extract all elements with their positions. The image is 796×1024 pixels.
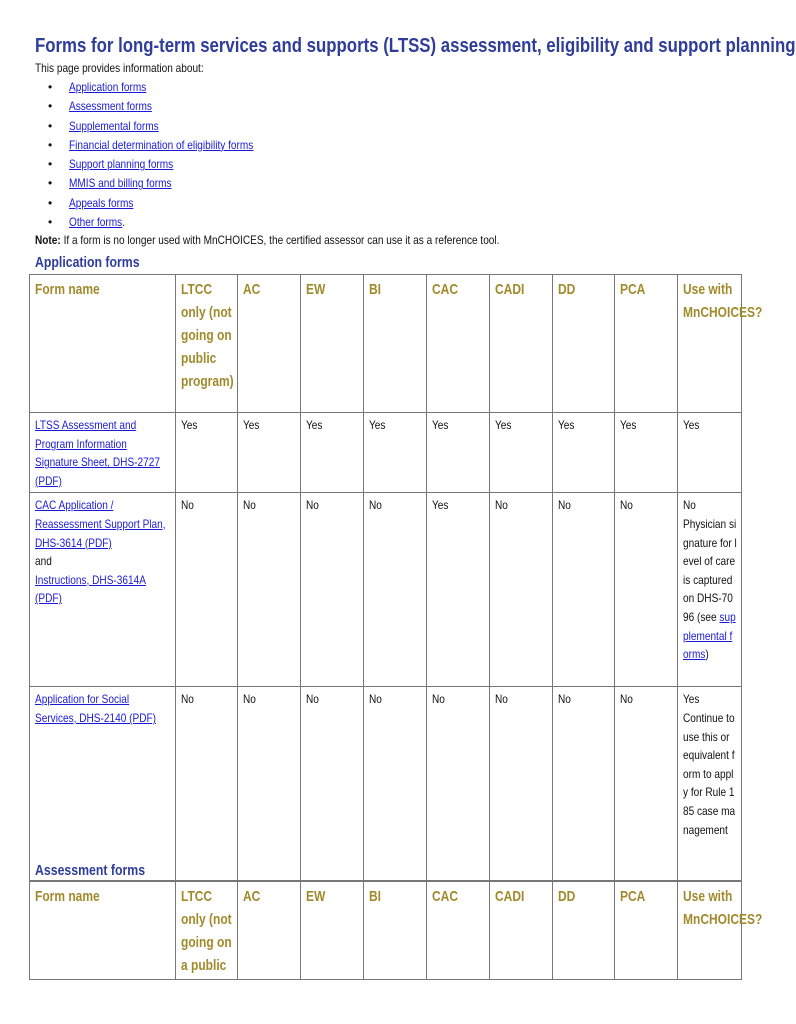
table-cell: No [176,493,238,687]
link-other-forms[interactable]: Other forms [69,215,123,230]
table-cell: Yes [490,413,553,493]
list-item [48,136,288,155]
table-cell: No [615,687,678,881]
mnchoices-cell: Yes Continue to use this or equivalent form to apply for Rule 185 case management [678,687,742,881]
table-cell: No [176,687,238,881]
table-header-row [30,275,742,413]
table-cell: No [427,687,490,881]
column-header: AC [238,882,301,980]
column-header: CAC [427,275,490,413]
list-item [48,97,288,116]
table-row [30,413,742,493]
form-link-dhs-3614[interactable]: CAC Application / Reassessment Support Plan, DHS-3614 (PDF) [35,498,166,550]
column-header: CADI [490,882,553,980]
link-assessment-forms[interactable]: Assessment forms [69,99,152,114]
page-title: Forms for long-term services and supports (LTSS) assessment, eligibility and support planning [35,35,796,57]
assessment-forms-heading: Assessment forms [35,862,146,879]
mnchoices-cell: Yes [678,413,742,493]
table-cell: No [553,493,615,687]
column-header: CAC [427,882,490,980]
table-cell: Yes [427,493,490,687]
list-item [48,213,288,232]
table-cell: Yes [615,413,678,493]
table-cell: No [238,687,301,881]
table-cell: Yes [176,413,238,493]
application-forms-table [29,274,763,881]
mnchoices-cell: No Physician signature for level of care is captured on DHS-7096 (see supplemental forms) [678,493,742,687]
list-item [48,155,288,174]
table-cell: No [301,687,364,881]
table-cell: Yes [364,413,427,493]
list-item [48,78,288,97]
column-header: Form name [30,275,176,413]
column-header: PCA [615,275,678,413]
column-header: EW [301,275,364,413]
note [35,232,499,248]
table-cell: No [615,493,678,687]
link-supplemental-forms[interactable]: Supplemental forms [69,118,159,133]
application-forms-heading: Application forms [35,254,140,271]
link-application-forms[interactable]: Application forms [69,80,147,94]
table-cell: No [364,687,427,881]
assessment-forms-table [29,881,763,980]
link-financial-determination-forms[interactable]: Financial determination of eligibility forms [69,137,254,152]
column-header: BI [364,275,427,413]
table-cell: No [490,687,553,881]
table-cell: No [553,687,615,881]
form-name-cell [30,687,176,881]
link-suffix: . [122,215,126,230]
column-header: EW [301,882,364,980]
table-header-row [30,882,742,980]
list-item [48,117,288,136]
column-header: Use with MnCHOICES? [678,882,742,980]
table-cell: Yes [301,413,364,493]
link-mmis-billing-forms[interactable]: MMIS and billing forms [69,176,172,191]
column-header: LTCC only (not going on public program) [176,275,238,413]
form-link-dhs-3614a[interactable]: Instructions, DHS-3614A (PDF) [35,572,146,606]
form-name-cell [30,493,176,687]
column-header: BI [364,882,427,980]
column-header: DD [553,275,615,413]
column-header: AC [238,275,301,413]
table-cell: Yes [553,413,615,493]
note-text: If a form is no longer used with MnCHOICES, the certified assessor can use it as a reference tool. [60,233,500,247]
table-cell: Yes [238,413,301,493]
list-item [48,194,288,213]
form-connector-text: and [35,554,52,569]
column-header: CADI [490,275,553,413]
column-header: DD [553,882,615,980]
table-cell: No [238,493,301,687]
table-cell: No [364,493,427,687]
intro-text: This page provides information about: [35,61,204,75]
form-link-dhs-2140[interactable]: Application for Social Services, DHS-2140 (PDF) [35,692,156,725]
form-link-dhs-2727[interactable]: LTSS Assessment and Program Information Signature Sheet, DHS-2727 (PDF) [35,418,160,488]
link-appeals-forms[interactable]: Appeals forms [69,195,134,210]
column-header: Form name [30,882,176,980]
table-cell: No [490,493,553,687]
supplemental-forms-link[interactable]: supplemental forms [683,609,736,662]
form-name-cell [30,413,176,493]
table-row [30,493,742,687]
column-header: LTCC only (not going on a public [176,882,238,980]
note-label: Note: [35,233,61,247]
column-header: PCA [615,882,678,980]
table-cell: Yes [427,413,490,493]
link-support-planning-forms[interactable]: Support planning forms [69,157,174,172]
section-link-list [48,78,288,232]
table-row [30,687,742,881]
table-cell: No [301,493,364,687]
column-header: Use with MnCHOICES? [678,275,742,413]
list-item [48,174,288,193]
